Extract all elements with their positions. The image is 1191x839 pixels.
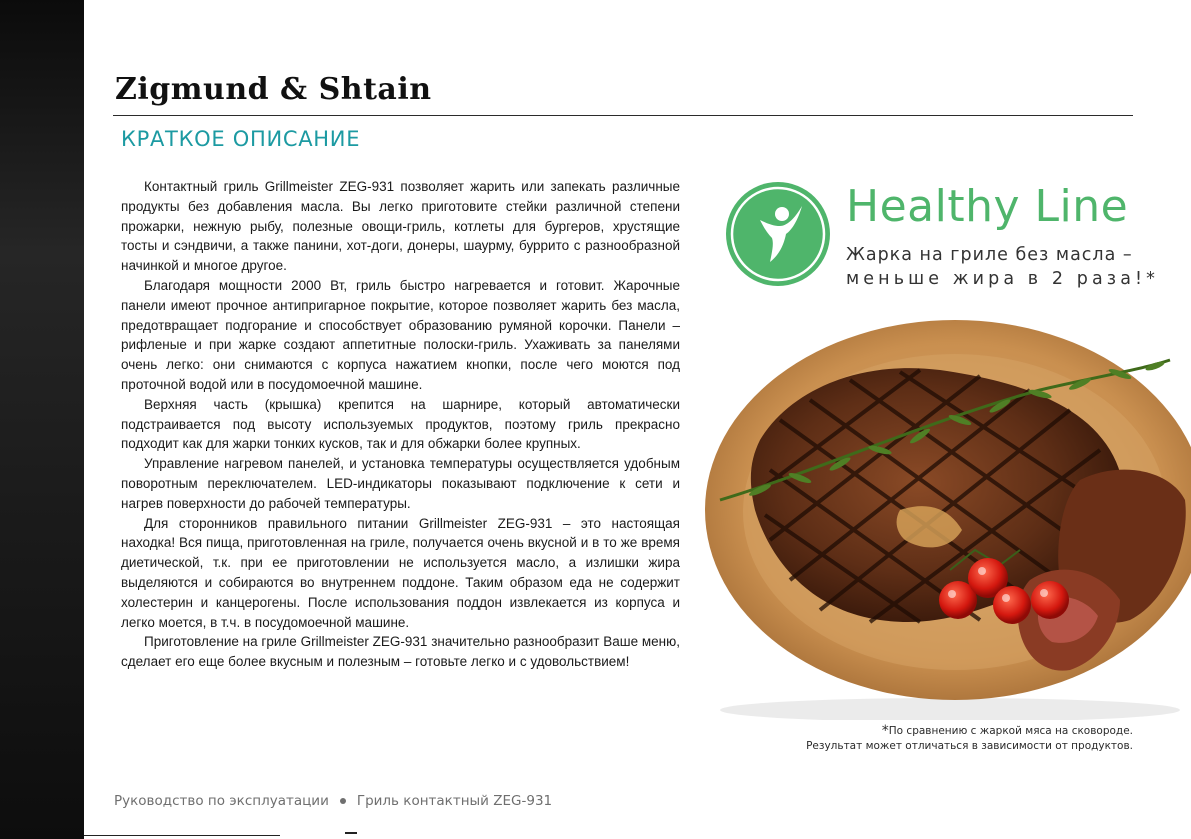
left-dark-band	[0, 0, 84, 839]
paragraph-3: Верхняя часть (крышка) крепится на шарнире, который автоматически подстраивается под высоту используемых продуктов, поэтому гриль прекрасно подходит как для жарки тонких кусков, так и для обжарки более крупных.	[121, 396, 680, 452]
footer-product-label: Гриль контактный ZEG-931	[356, 793, 553, 809]
footer-separator-dot	[340, 798, 346, 804]
bottom-rule	[84, 835, 280, 836]
brand-logo: Zigmund & Shtain	[115, 72, 432, 107]
paragraph-2: Благодаря мощности 2000 Вт, гриль быстро нагревается и готовит. Жарочные панели имеют прочное антипригарное покрытие, которое позволяет жарить без масла, предотвращает подгорание и способствует образованию румяной корочки. Панели – рифленые и при жарке создают аппетитные полоски-гриль. Ухаживать за панелями очень легко: они снимаются с корпуса нажатием кнопки, после чего моются под проточной водой или в посудомоечной машине.	[121, 277, 680, 392]
paragraph-5: Для сторонников правильного питании Grillmeister ZEG-931 – это настоящая находка! Вся пища, приготовленная на гриле, получается очень вкусной и в то же время диетической, т.к. при ее приготовлении не используется масло, а излишки жира выделяются и собираются во внутреннем поддоне. Таким образом еда не содержит холестерин и канцерогены. После использования поддон извлекается из корпуса и легко моется, в т.ч. в посудомоечной машине.	[121, 515, 680, 630]
footer-manual-label: Руководство по эксплуатации	[114, 793, 329, 809]
footnote	[806, 724, 1133, 754]
healthy-line-subtitle-line2: меньше жира в 2 раза!*	[846, 269, 1160, 289]
healthy-line-subtitle-line1: Жарка на гриле без масла –	[846, 245, 1133, 265]
page-footer	[114, 793, 552, 809]
healthy-line-title: Healthy Line	[846, 181, 1129, 232]
steak-plate-image	[700, 300, 1191, 720]
description-text	[121, 177, 680, 672]
header-divider	[113, 115, 1133, 116]
paragraph-1: Контактный гриль Grillmeister ZEG-931 позволяет жарить или запекать различные продукты без добавления масла. Вы легко приготовите стейки различной степени прожарки, нежную рыбу, полезные овощи-гриль, котлеты для бургеров, хрустящие тосты и сэндвичи, а также панини, хот-доги, донеры, шаурму, буррито с разнообразной начинкой и многое другое.	[121, 179, 680, 274]
bottom-mark	[345, 832, 357, 834]
footnote-line2: Результат может отличаться в зависимости от продуктов.	[806, 740, 1133, 752]
healthy-line-logo-icon	[724, 180, 832, 288]
section-title: КРАТКОЕ ОПИСАНИЕ	[121, 127, 361, 151]
footnote-line1: По сравнению с жаркой мяса на сковороде.	[888, 725, 1133, 737]
healthy-line-subtitle	[846, 243, 1159, 291]
footnote-star: *	[881, 723, 889, 739]
paragraph-4: Управление нагревом панелей, и установка температуры осуществляется удобным поворотным переключателем. LED-индикаторы показывают подключение к сети и нагрев поверхности до рабочей температуры.	[121, 456, 680, 511]
paragraph-6: Приготовление на гриле Grillmeister ZEG-931 значительно разнообразит Ваше меню, сделает его еще более вкусным и полезным – готовьте легко и с удовольствием!	[121, 634, 680, 670]
